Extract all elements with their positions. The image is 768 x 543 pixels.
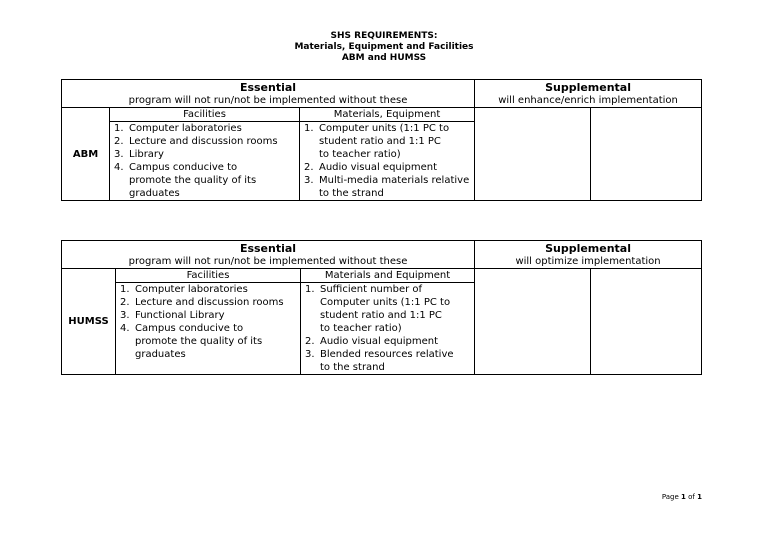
list-item: 1. Computer units (1:1 PC to student ratio and 1:1 PC to teacher ratio) bbox=[304, 123, 450, 160]
supplemental-header bbox=[475, 80, 702, 108]
list-item: 1. Sufficient number of Computer units (1:1 PC to student ratio and 1:1 PC to teacher ratio) bbox=[305, 284, 451, 334]
facilities-list-cell bbox=[110, 122, 300, 201]
title-line-2: Materials, Equipment and Facilities bbox=[294, 42, 474, 52]
list-item: 4. Campus conducive to promote the quality of its graduates bbox=[120, 323, 263, 360]
of-label: of bbox=[688, 493, 695, 501]
essential-subtitle: program will not run/not be implemented without these bbox=[128, 95, 408, 106]
page-label: Page bbox=[661, 493, 679, 501]
supplemental-cell-2 bbox=[591, 108, 702, 201]
materials-header: Materials and Equipment bbox=[301, 269, 475, 283]
strand-label: HUMSS bbox=[62, 269, 116, 375]
materials-list bbox=[300, 122, 474, 200]
supplemental-title: Supplemental bbox=[545, 81, 631, 94]
page-total: 1 bbox=[697, 493, 702, 501]
facilities-header: Facilities bbox=[110, 108, 300, 122]
supplemental-subtitle: will optimize implementation bbox=[515, 256, 661, 267]
page-number: 1 bbox=[681, 493, 686, 501]
materials-header: Materials, Equipment bbox=[300, 108, 475, 122]
supplemental-cell-1 bbox=[475, 269, 591, 375]
materials-list-cell bbox=[301, 283, 475, 375]
list-item: 4. Campus conducive to promote the quality of its graduates bbox=[114, 162, 257, 199]
essential-title: Essential bbox=[239, 81, 297, 94]
list-item: 1. Computer laboratories bbox=[120, 284, 248, 295]
supplemental-header bbox=[475, 241, 702, 269]
essential-subtitle: program will not run/not be implemented without these bbox=[128, 256, 408, 267]
list-item: 2. Audio visual equipment bbox=[305, 336, 439, 347]
list-item: 1. Computer laboratories bbox=[114, 123, 242, 134]
supplemental-cell-2 bbox=[591, 269, 702, 375]
facilities-list bbox=[110, 122, 299, 200]
page-number-footer bbox=[662, 493, 702, 501]
list-item: 3. Blended resources relative to the strand bbox=[305, 349, 454, 373]
list-item: 2. Audio visual equipment bbox=[304, 162, 438, 173]
document-title bbox=[0, 31, 768, 64]
abm-requirements-table bbox=[61, 79, 702, 201]
supplemental-subtitle: will enhance/enrich implementation bbox=[498, 95, 678, 106]
title-line-3: ABM and HUMSS bbox=[341, 53, 427, 63]
list-item: 3. Library bbox=[114, 149, 164, 160]
strand-label: ABM bbox=[62, 108, 110, 201]
essential-header bbox=[62, 241, 475, 269]
facilities-header: Facilities bbox=[116, 269, 301, 283]
essential-header bbox=[62, 80, 475, 108]
facilities-list-cell bbox=[116, 283, 301, 375]
materials-list bbox=[301, 283, 474, 374]
humss-requirements-table bbox=[61, 240, 702, 375]
materials-list-cell bbox=[300, 122, 475, 201]
supplemental-title: Supplemental bbox=[545, 242, 631, 255]
list-item: 2. Lecture and discussion rooms bbox=[114, 136, 278, 147]
essential-title: Essential bbox=[239, 242, 297, 255]
supplemental-cell-1 bbox=[475, 108, 591, 201]
list-item: 3. Multi-media materials relative to the strand bbox=[304, 175, 470, 199]
list-item: 2. Lecture and discussion rooms bbox=[120, 297, 284, 308]
facilities-list bbox=[116, 283, 300, 361]
title-line-1: SHS REQUIREMENTS: bbox=[330, 31, 438, 41]
list-item: 3. Functional Library bbox=[120, 310, 225, 321]
